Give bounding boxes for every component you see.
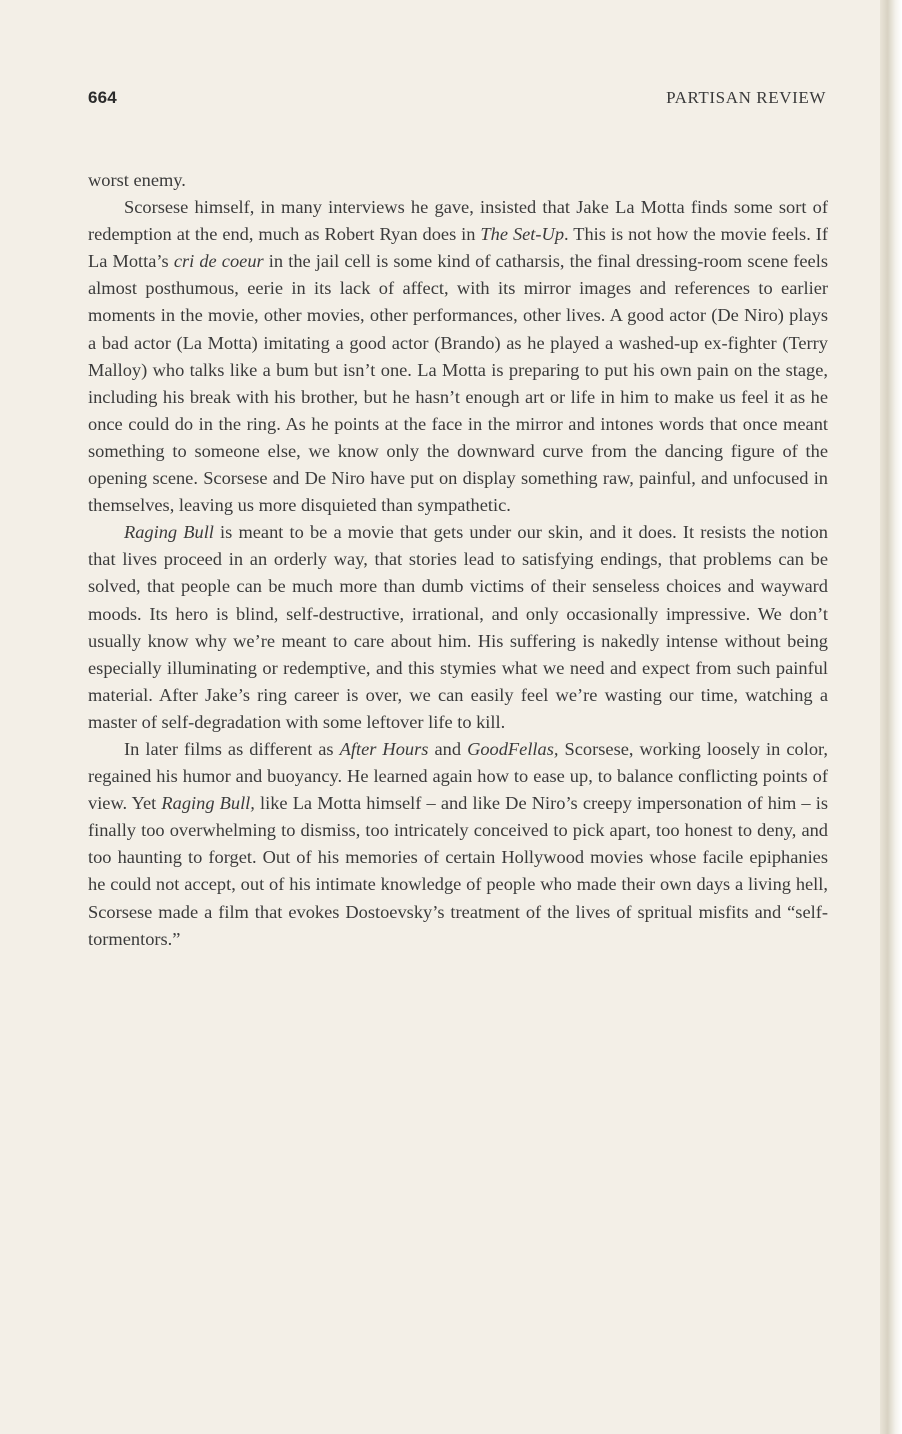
paragraph-text: is meant to be a movie that gets under our skin, and it does. It resists the notion that lives proceed in an orderly way, that stories lead to satisfying endings, that problems can be solved, that people can be much more than dumb victims of their senseless choices and wayward moods. Its hero is blind, self-destructive, irrational, and only occasionally impressive. We don’t usually know why we’re meant to care about him. His suffering is nakedly intense without being especially illuminating or redemptive, and this stymies what we need and expect from such painful material. After Jake’s ring career is over, we can easily feel we’re wasting our time, watching a master of self-degradation with some leftover life to kill. xyxy=(88,522,829,732)
paragraph-1 xyxy=(88,167,828,194)
paragraph-text: in the jail cell is some kind of catharsis, the final dressing-room scene feels almost posthumous, eerie in its lack of affect, with its mirror images and references to earlier moments in the movie, other movies, other performances, other lives. A good actor (De Niro) plays a bad actor (La Motta) imitating a good actor (Brando) as he played a washed-up ex-fighter (Terry Malloy) who talks like a bum but isn’t one. La Motta is preparing to put his own pain on the stage, including his break with his brother, but he hasn’t enough art or life in him to make us feel it as he once could do in the ring. As he points at the face in the mirror and intones words that once meant something to someone else, we know only the downward curve from the dancing figure of the opening scene. Scorsese and De Niro have put on display something raw, painful, and unfocused in themselves, leaving us more disquieted than sympathetic. xyxy=(88,251,828,516)
journal-title: PARTISAN REVIEW xyxy=(666,88,826,107)
film-title: Raging Bull xyxy=(124,522,214,543)
running-head xyxy=(88,88,826,114)
paragraph-4 xyxy=(88,736,828,953)
paragraph-text: Scorsese himself, in many interviews he gave, insisted that Jake La Motta finds some sort of redemption at the end, much as Robert Ryan does in xyxy=(88,197,828,245)
film-title: Raging Bull, xyxy=(161,793,255,814)
film-title: GoodFellas, xyxy=(467,738,559,759)
paragraph-text: and xyxy=(428,738,468,759)
film-title: After Hours xyxy=(339,738,429,759)
paragraph-text: like La Motta himself – and like De Niro’s creepy impersonation of him – is finally too overwhelming to dismiss, too intricately conceived to pick apart, too honest to deny, and too haunting to forget. Out of his memories of certain Hollywood movies whose facile epiphanies he could not accept, out of his intimate knowledge of people who made their own days a living hell, Scorsese made a film that evokes Dostoevsky’s treatment of the lives of spritual misfits and “self-tormentors.” xyxy=(88,793,828,949)
page-edge-shadow xyxy=(880,0,902,1434)
article-body xyxy=(88,167,828,953)
paragraph-text: In later films as different as xyxy=(124,738,340,759)
paragraph-2 xyxy=(88,194,828,519)
film-title: The Set-Up xyxy=(480,224,565,245)
page-number: 664 xyxy=(88,88,117,107)
foreign-phrase: cri de coeur xyxy=(173,251,264,272)
paragraph-3 xyxy=(88,519,828,736)
paragraph-text: Scorsese, working loosely in color, regained his humor and buoyancy. He learned again how to ease up, to balance conflicting points of view. Yet xyxy=(88,738,829,814)
paragraph-text: . This is not how the movie feels. If La Motta’s xyxy=(88,224,828,272)
paragraph-text: worst enemy. xyxy=(88,170,186,190)
